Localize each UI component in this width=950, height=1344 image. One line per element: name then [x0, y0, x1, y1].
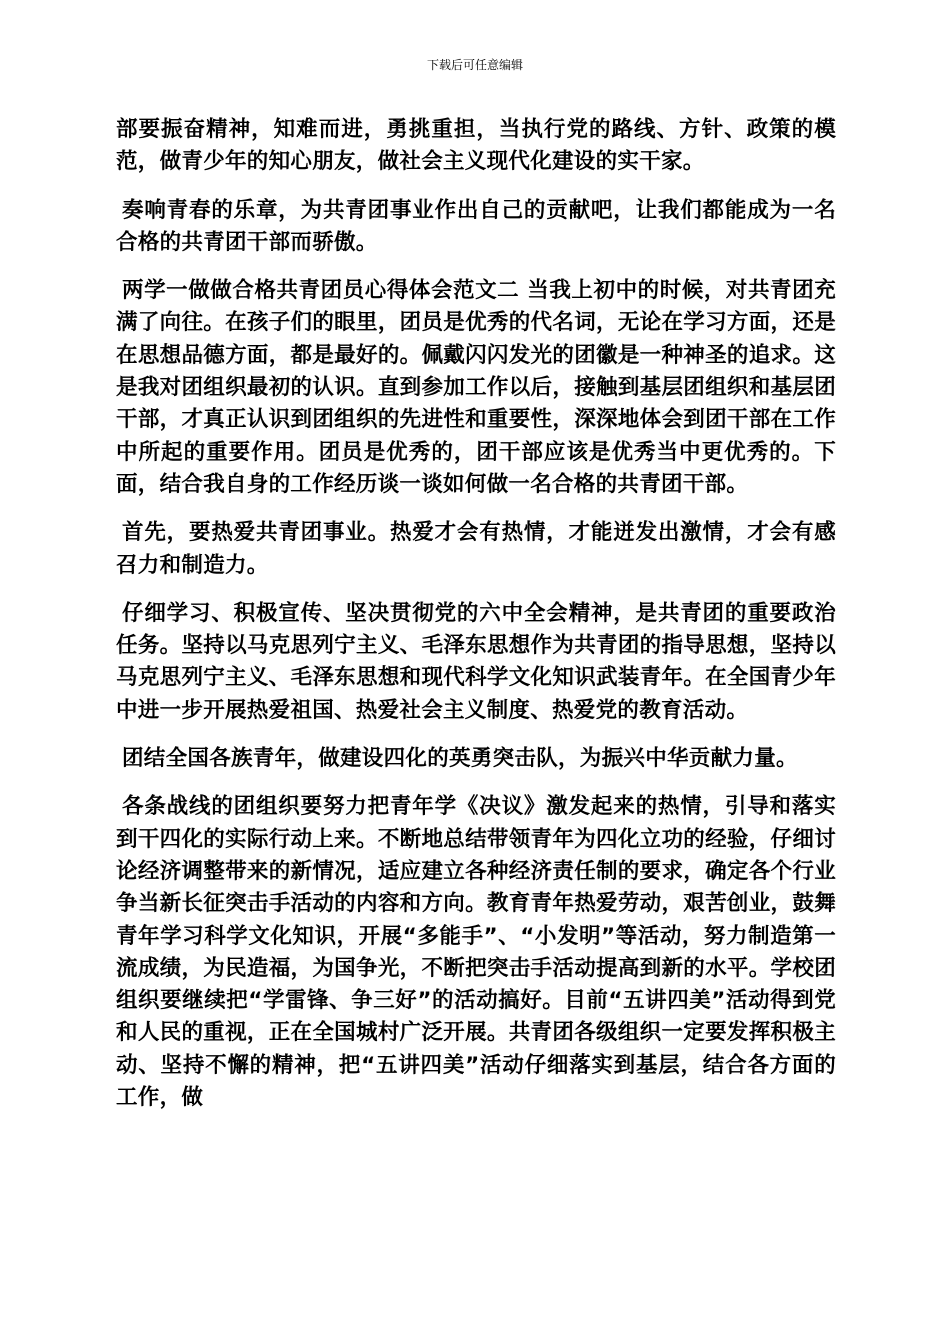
paragraph-3: 两学一做做合格共青团员心得体会范文二 当我上初中的时候，对共青团充满了向往。在孩子们的眼里，团员是优秀的代名词，无论在学习方面，还是在思想品德方面，都是最好的。佩戴闪闪发光的团徽是一种神圣的追求。这是我对团组织最初的认识。直到参加工作以后，接触到基层团组织和基层团干部，才真正认识到团组织的先进性和重要性，深深地体会到团干部在工作中所起的重要作用。团员是优秀的，团干部应该是优秀当中更优秀的。下面，结合我自身的工作经历谈一谈如何做一名合格的共青团干部。 [116, 278, 836, 497]
document-body [116, 114, 836, 1130]
paragraph-2: 奏响青春的乐章，为共青团事业作出自己的贡献吧，让我们都能成为一名合格的共青团干部而骄傲。 [116, 197, 836, 255]
paragraph-6: 团结全国各族青年，做建设四化的英勇突击队，为振兴中华贡献力量。 [122, 746, 798, 772]
paragraph-7: 各条战线的团组织要努力把青年学《决议》激发起来的热情，引导和落实到干四化的实际行动上来。不断地总结带领青年为四化立功的经验，仔细讨论经济调整带来的新情况，适应建立各种经济责任制的要求，确定各个行业争当新长征突击手活动的内容和方向。教育青年热爱劳动，艰苦创业，鼓舞青年学习科学文化知识，开展“多能手”、“小发明”等活动，努力制造第一流成绩，为民造福，为国争光，不断把突击手活动提高到新的水平。学校团组织要继续把“学雷锋、争三好”的活动搞好。目前“五讲四美”活动得到党和人民的重视，正在全国城村广泛开展。共青团各级组织一定要发挥积极主动、坚持不懈的精神，把“五讲四美”活动仔细落实到基层，结合各方面的工作，做 [116, 794, 836, 1111]
page-header: 下载后可任意编辑 [426, 58, 523, 72]
paragraph-1: 部要振奋精神，知难而进，勇挑重担，当执行党的路线、方针、政策的模范，做青少年的知心朋友，做社会主义现代化建设的实干家。 [116, 117, 836, 175]
paragraph-4: 首先，要热爱共青团事业。热爱才会有热情，才能迸发出激情，才会有感召力和制造力。 [116, 520, 836, 578]
paragraph-5: 仔细学习、积极宣传、坚决贯彻党的六中全会精神，是共青团的重要政治任务。坚持以马克思列宁主义、毛泽东思想作为共青团的指导思想，坚持以马克思列宁主义、毛泽东思想和现代科学文化知识武装青年。在全国青少年中进一步开展热爱祖国、热爱社会主义制度、热爱党的教育活动。 [116, 600, 836, 723]
